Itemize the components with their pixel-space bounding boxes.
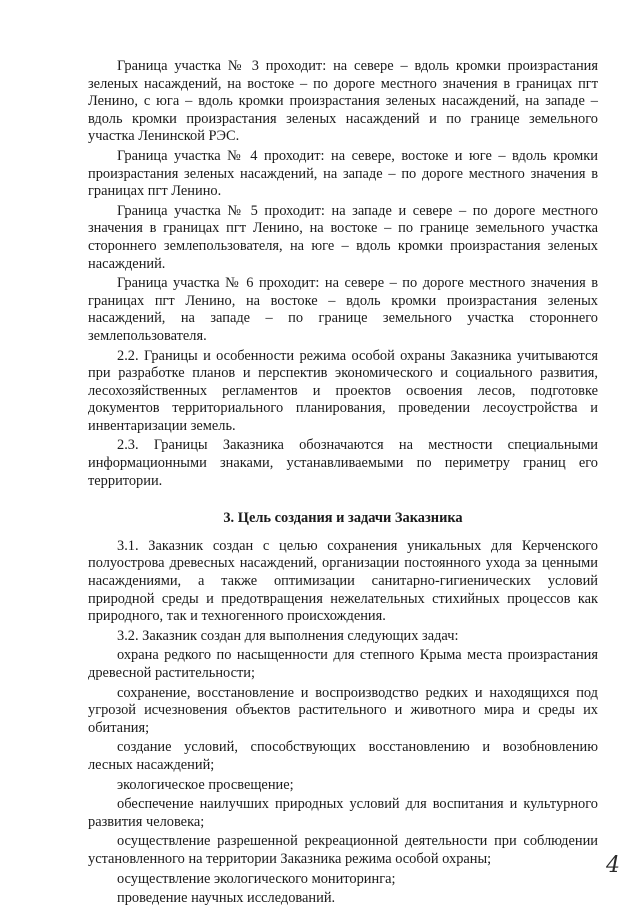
paragraph-2-3: 2.3. Границы Заказника обозначаются на местности специальными информационными знаками, устанавливаемыми по периметру границ его территории. (88, 437, 598, 489)
task-item: экологическое просвещение; (117, 776, 294, 793)
paragraph-plot-5-boundary: Граница участка № 5 проходит: на западе и севере – по дороге местного значения в границах пгт Ленино, на востоке – по границе земельного участка стороннего землепользователя, на юге – вдоль кромки произрастания зеленых насаждений. (88, 202, 598, 272)
task-item: проведение научных исследований. (117, 890, 336, 907)
paragraph-2-2: 2.2. Границы и особенности режима особой охраны Заказника учитываются при разработке планов и перспектив экономического и социального развития, лесохозяйственных регламентов и проектов освоения лесов, подготовке документов территориального планирования, проведении лесоустройства и инвентаризации земель. (88, 347, 598, 434)
page-number: 4 (606, 853, 620, 878)
task-item: охрана редкого по насыщенности для степного Крыма места произрастания древесной растительности; (88, 647, 598, 681)
task-item: обеспечение наилучших природных условий для воспитания и культурного развития человека; (88, 796, 598, 830)
task-item: осуществление разрешенной рекреационной деятельности при соблюдении установленного на территории Заказника режима особой охраны; (88, 833, 598, 867)
paragraph-3-2: 3.2. Заказник создан для выполнения следующих задач: (117, 627, 459, 644)
paragraph-3-1: 3.1. Заказник создан с целью сохранения уникальных для Керченского полуострова древесных насаждений, организации постоянного ухода за ценными насаждениями, а также оптимизации санитарно-гигиенических условий природной среды и предотвращения нежелательных стихийных процессов как природного, так и техногенного происхождения. (88, 537, 598, 625)
task-item: осуществление экологического мониторинга; (117, 870, 396, 887)
task-item: создание условий, способствующих восстановлению и возобновлению лесных насаждений; (88, 739, 598, 773)
paragraph-plot-6-boundary: Граница участка № 6 проходит: на севере – по дороге местного значения в границах пгт Ленино, на востоке – вдоль кромки произрастания зеленых насаждений, на западе – по границе земельного участка стороннего землепользователя. (88, 275, 598, 344)
paragraph-plot-4-boundary: Граница участка № 4 проходит: на севере, востоке и юге – вдоль кромки произрастания зеленых насаждений, на западе – по дороге местного значения в границах пгт Ленино. (88, 147, 598, 200)
section-3-heading: 3. Цель создания и задачи Заказника (223, 510, 463, 527)
paragraph-plot-3-boundary: Граница участка № 3 проходит: на севере – вдоль кромки произрастания зеленых насаждений, на востоке – по дороге местного значения в границах пгт Ленино, с юга – вдоль кромки произрастания зеленых насаждений, на западе – вдоль кромки произрастания зеленых насаждений и по границе земельного участка Ленинской РЭС. (88, 58, 598, 145)
document-page (88, 58, 598, 908)
task-item: сохранение, восстановление и воспроизводство редких и находящихся под угрозой исчезновения объектов растительного и животного мира и среды их обитания; (88, 684, 598, 736)
